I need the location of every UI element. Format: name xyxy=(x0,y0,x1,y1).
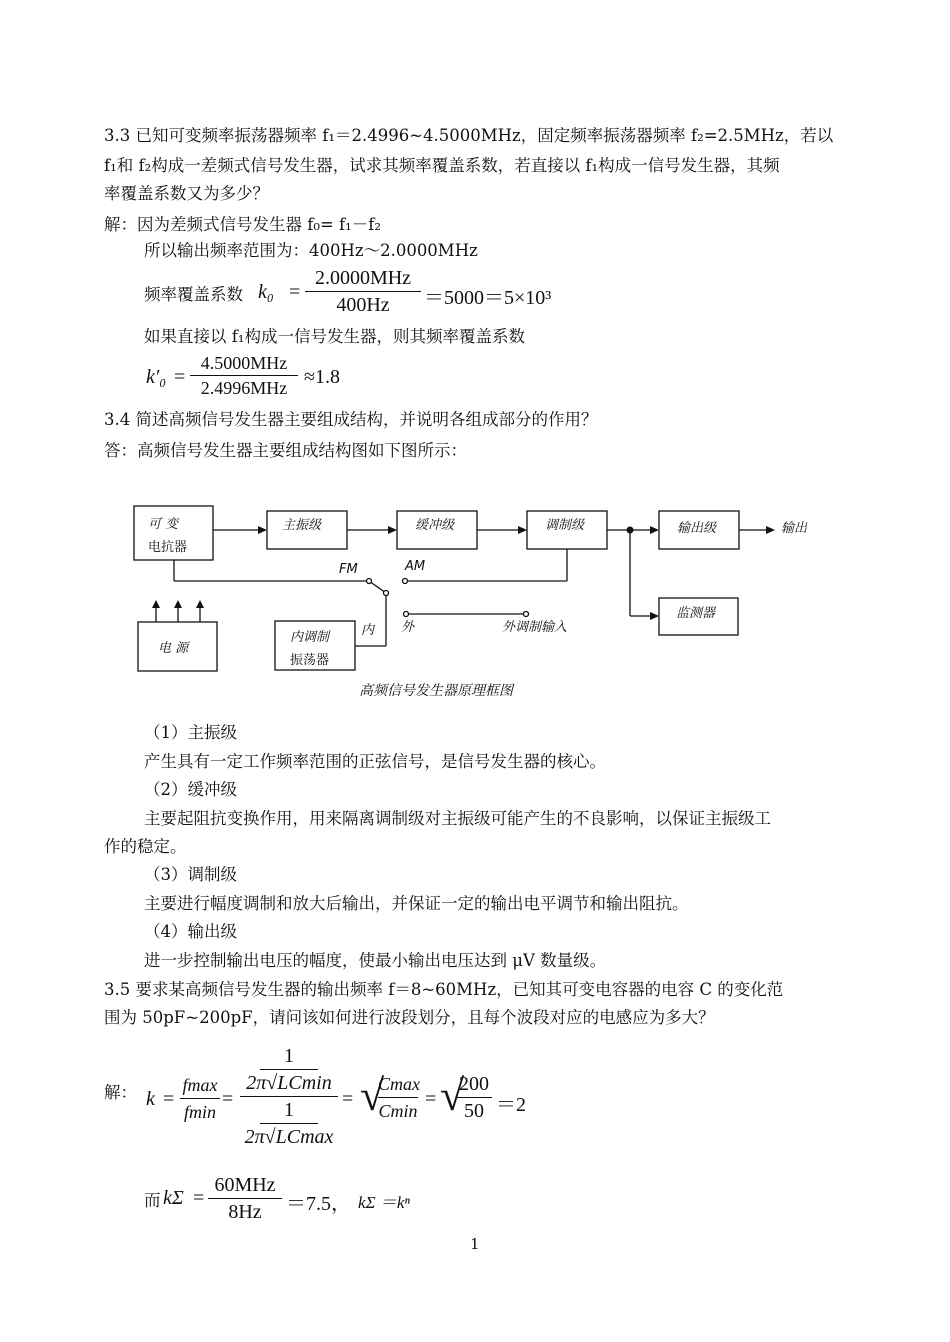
item-1-head: （1）主振级 xyxy=(144,723,237,742)
main-oscillator-label: 主振级 xyxy=(282,518,322,533)
output-label: 输出 xyxy=(781,521,808,536)
ksum-result: ＝7.5， xyxy=(286,1193,351,1215)
cmax: Cmax xyxy=(378,1074,420,1094)
ksum-equals: = xyxy=(193,1187,205,1209)
am-label: AM xyxy=(405,559,426,574)
external-switch-label: 外 xyxy=(401,620,415,635)
ksum-fraction xyxy=(208,1173,282,1224)
ksum-denominator: 8Hz xyxy=(228,1201,262,1223)
c-fraction xyxy=(378,1072,418,1123)
q35-solution-label: 解： xyxy=(104,1083,137,1102)
ksum-power: kΣ ＝kⁿ xyxy=(358,1193,410,1212)
k-equals-4: = xyxy=(425,1088,437,1110)
ksum-label: 而 xyxy=(144,1191,161,1210)
k0-equals: = xyxy=(289,281,301,303)
page-number: 1 xyxy=(470,1235,480,1253)
one-top: 1 xyxy=(284,1045,294,1067)
q34-answer: 答：高频信号发生器主要组成结构图如下图所示： xyxy=(104,441,467,460)
k0-label: 频率覆盖系数 xyxy=(144,285,243,304)
ksum-numerator: 60MHz xyxy=(214,1174,276,1196)
item-3-body: 主要进行幅度调制和放大后输出，并保证一定的输出电平调节和输出阻抗。 xyxy=(144,894,689,913)
internal-switch-label: 内 xyxy=(361,623,375,638)
k0-prime-result: ≈1.8 xyxy=(304,366,340,388)
q33-line-2: f₁和 f₂构成一差频式信号发生器，试求其频率覆盖系数，若直接以 f₁构成一信号发生器，其频 xyxy=(104,156,780,175)
k0-symbol: k₀ xyxy=(258,281,274,303)
k0-denominator: 400Hz xyxy=(336,294,390,316)
k-equals-3: = xyxy=(342,1088,354,1110)
fmax: fmax xyxy=(182,1075,218,1095)
k-equals-1: = xyxy=(163,1088,175,1110)
k0-prime-denominator: 2.4996MHz xyxy=(200,378,288,398)
buffer-label: 缓冲级 xyxy=(415,518,455,533)
internal-oscillator-label-2: 振荡器 xyxy=(290,653,330,668)
two-pi-lc-max: 2π√LCmax xyxy=(244,1126,334,1148)
sqrt-sign-2: √ xyxy=(440,1071,465,1120)
k0-prime-equals: = xyxy=(174,366,186,388)
fmin: fmin xyxy=(183,1102,216,1122)
n50: 50 xyxy=(464,1100,484,1122)
k-result: ＝2 xyxy=(496,1094,526,1116)
modulator-label: 调制级 xyxy=(545,518,585,533)
numeric-fraction xyxy=(456,1072,492,1123)
q35-line-1: 3.5 要求某高频信号发生器的输出频率 f＝8~60MHz，已知其可变电容器的电容 C 的变化范 xyxy=(104,980,784,999)
item-2-body-2: 作的稳定。 xyxy=(104,837,187,856)
k0-prime-numerator: 4.5000MHz xyxy=(200,353,288,373)
q33-line-3: 率覆盖系数又为多少？ xyxy=(104,184,269,203)
k-equals-2: = xyxy=(222,1088,234,1110)
variable-reactor-label-2: 电抗器 xyxy=(148,540,188,555)
power-label: 电 源 xyxy=(158,641,189,656)
output-stage-label: 输出级 xyxy=(677,521,717,536)
diagram-caption: 高频信号发生器原理框图 xyxy=(359,683,513,699)
item-4-head: （4）输出级 xyxy=(144,922,237,941)
item-2-body-1: 主要起阻抗变换作用，用来隔离调制级对主振级可能产生的不良影响，以保证主振级工 xyxy=(144,809,771,828)
ksum-symbol: kΣ xyxy=(163,1187,184,1209)
cmin: Cmin xyxy=(378,1101,418,1121)
external-input-label: 外调制输入 xyxy=(502,620,568,635)
q33-solution-1: 解：因为差频式信号发生器 f₀= f₁－f₂ xyxy=(104,215,381,234)
k0-result: ＝5000＝5×10³ xyxy=(424,287,552,309)
n200: 200 xyxy=(459,1073,489,1095)
k-symbol: k xyxy=(146,1088,155,1110)
variable-reactor-label-1: 可 变 xyxy=(148,517,179,532)
q35-line-2: 围为 50pF~200pF，请问该如何进行波段划分，且每个波段对应的电感应为多大？ xyxy=(104,1008,715,1027)
internal-oscillator-label-1: 内调制 xyxy=(290,630,330,645)
item-1-body: 产生具有一定工作频率范围的正弦信号，是信号发生器的核心。 xyxy=(144,752,606,771)
two-pi-lc-min: 2π√LCmin xyxy=(246,1072,332,1094)
q33-direct-text: 如果直接以 f₁构成一信号发生器，则其频率覆盖系数 xyxy=(144,327,525,346)
one-bottom: 1 xyxy=(284,1099,294,1121)
item-2-head: （2）缓冲级 xyxy=(144,780,237,799)
item-4-body: 进一步控制输出电压的幅度，使最小输出电压达到 μV 数量级。 xyxy=(144,951,607,970)
monitor-label: 监测器 xyxy=(676,606,716,621)
fmax-fmin-fraction xyxy=(180,1073,220,1124)
k0-prime-symbol: k′₀ xyxy=(146,366,167,388)
q34-title: 3.4 简述高频信号发生器主要组成结构，并说明各组成部分的作用？ xyxy=(104,410,598,429)
item-3-head: （3）调制级 xyxy=(144,865,237,884)
k0-numerator: 2.0000MHz xyxy=(314,267,412,289)
lc-fraction xyxy=(240,1044,338,1149)
sqrt-sign-1: √ xyxy=(360,1071,385,1120)
q33-line-1: 3.3 已知可变频率振荡器频率 f₁＝2.4996~4.5000MHz，固定频率振荡器频率 f₂=2.5MHz，若以 xyxy=(104,126,834,145)
fm-label: FM xyxy=(339,562,358,577)
q33-solution-2: 所以输出频率范围为：400Hz～2.0000MHz xyxy=(144,241,478,260)
